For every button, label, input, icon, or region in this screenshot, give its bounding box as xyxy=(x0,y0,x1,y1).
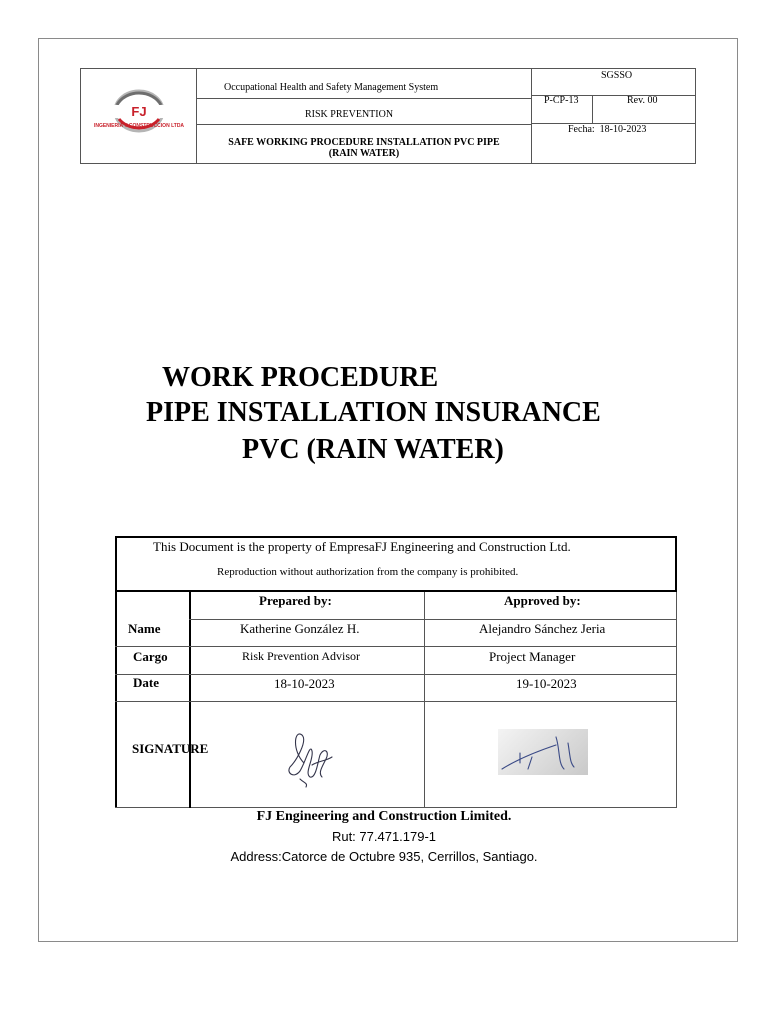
document-header xyxy=(80,68,696,164)
logo-subtext: INGENIERIA Y CONSTRUCCION LTDA xyxy=(93,123,185,129)
header-divider xyxy=(196,124,531,125)
row-label-date: Date xyxy=(133,675,159,690)
approved-date: 19-10-2023 xyxy=(516,676,577,691)
ownership-notice: This Document is the property of EmpresaFJ Engineering and Construction Ltd. xyxy=(153,539,571,554)
area-name: RISK PREVENTION xyxy=(305,109,394,120)
approved-by-header: Approved by: xyxy=(504,593,581,608)
table-border xyxy=(115,701,677,702)
approved-name: Alejandro Sánchez Jeria xyxy=(479,621,606,636)
table-border xyxy=(676,592,677,808)
header-date xyxy=(568,124,646,136)
signature-label: SIGNATURE xyxy=(132,741,209,756)
approved-signature-image xyxy=(498,729,588,775)
footer-address xyxy=(0,849,768,864)
procedure-title-line1: SAFE WORKING PROCEDURE INSTALLATION PVC PIPE xyxy=(228,137,500,148)
table-border xyxy=(189,592,191,808)
document-title-line2: PIPE INSTALLATION INSURANCE xyxy=(146,397,601,428)
procedure-title xyxy=(199,137,529,159)
address-label: Address: xyxy=(230,849,282,864)
logo-mark: FJ xyxy=(131,104,147,119)
approval-table xyxy=(115,536,677,808)
prepared-name: Katherine González H. xyxy=(240,621,360,636)
table-border xyxy=(115,536,117,808)
header-divider xyxy=(196,69,197,163)
document-title-line3: PVC (RAIN WATER) xyxy=(242,434,504,465)
footer-company: FJ Engineering and Construction Limited. xyxy=(256,809,512,824)
date-label: Fecha: xyxy=(568,124,595,135)
approved-cargo: Project Manager xyxy=(489,649,576,664)
prepared-signature-image xyxy=(282,721,340,789)
prepared-by-header: Prepared by: xyxy=(259,593,332,608)
table-border xyxy=(115,646,677,647)
procedure-title-line2: (RAIN WATER) xyxy=(328,148,400,159)
system-code: SGSSO xyxy=(601,70,633,81)
footer-rut: Rut: 77.471.179-1 xyxy=(331,829,437,844)
revision-number: Rev. 00 xyxy=(627,95,658,106)
table-border xyxy=(115,536,677,538)
document-title-line1: WORK PROCEDURE xyxy=(162,362,439,393)
document-code: P-CP-13 xyxy=(544,95,579,106)
system-name: Occupational Health and Safety Management System xyxy=(224,82,439,93)
table-border xyxy=(115,590,677,592)
table-border xyxy=(675,536,677,592)
header-divider xyxy=(592,95,593,123)
prepared-cargo: Risk Prevention Advisor xyxy=(242,649,361,663)
row-label-name: Name xyxy=(128,621,161,636)
table-border xyxy=(189,619,677,620)
table-border xyxy=(115,674,677,675)
header-divider xyxy=(196,98,531,99)
table-border xyxy=(424,592,425,808)
reproduction-notice: Reproduction without authorization from the company is prohibited. xyxy=(217,566,519,578)
date-value: 18-10-2023 xyxy=(599,124,647,135)
prepared-date: 18-10-2023 xyxy=(274,676,335,691)
address-value: Catorce de Octubre 935, Cerrillos, Santiago. xyxy=(281,849,538,864)
table-border xyxy=(115,807,677,808)
header-divider xyxy=(531,69,532,163)
company-logo xyxy=(85,83,193,145)
row-label-cargo: Cargo xyxy=(133,649,168,664)
